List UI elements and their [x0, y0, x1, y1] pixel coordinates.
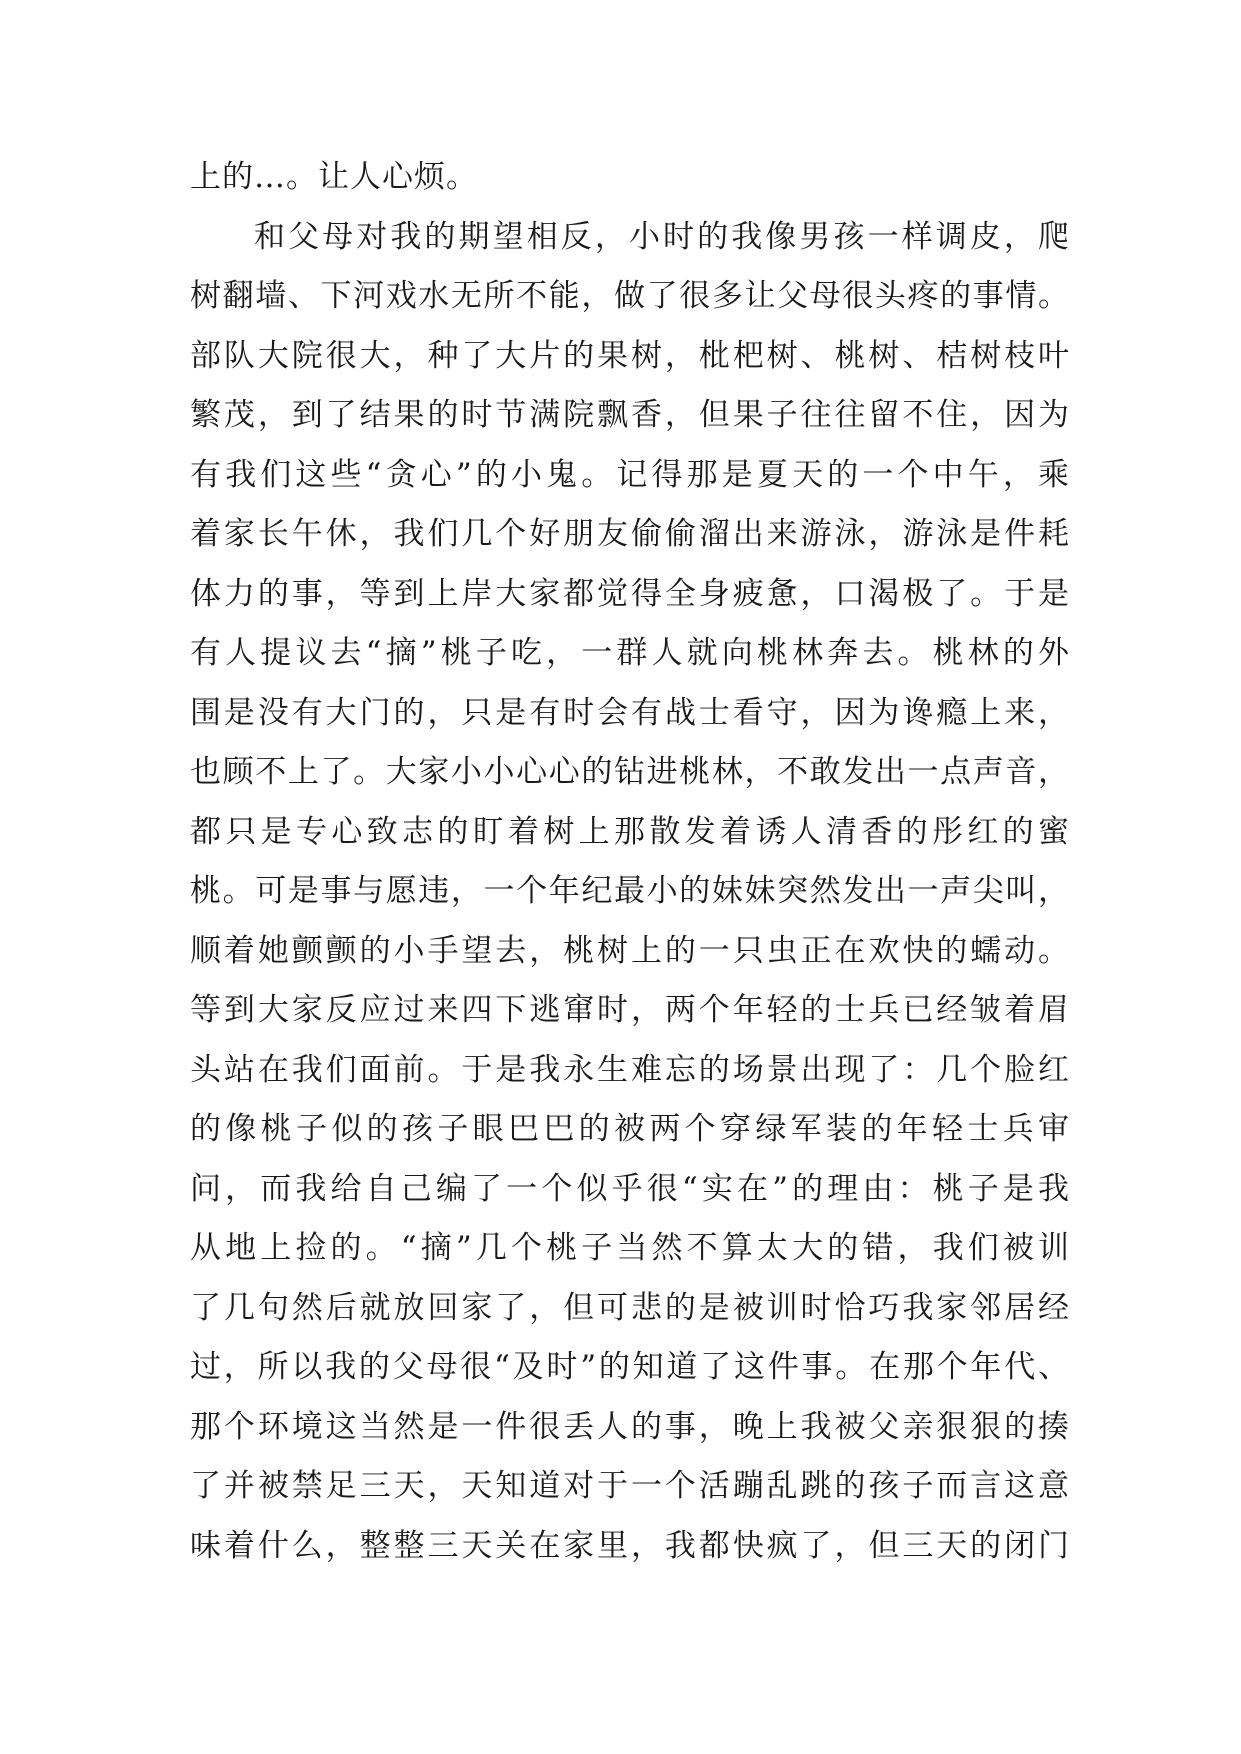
text-line: 也顾不上了。大家小小心心的钻进桃林，不敢发出一点声音， [190, 754, 1070, 790]
text-line: 部队大院很大，种了大片的果树，枇杷树、桃树、桔树枝叶 [190, 337, 1070, 374]
text-line: 等到大家反应过来四下逃窜时，两个年轻的士兵已经皱着眉 [190, 992, 1070, 1028]
text-line: 围是没有大门的，只是有时会有战士看守，因为谗瘾上来， [190, 694, 1070, 731]
text-line: 过，所以我的父母很“及时”的知道了这件事。在那个年代、 [190, 1349, 1070, 1385]
text-line: 上的…。让人心烦。 [190, 159, 478, 195]
text-line: 繁茂，到了结果的时节满院飘香，但果子往往留不住，因为 [190, 397, 1070, 433]
body-text [190, 157, 1070, 1585]
text-line: 从地上捡的。“摘”几个桃子当然不算太大的错，我们被训 [190, 1230, 1070, 1266]
text-line: 了并被禁足三天，天知道对于一个活蹦乱跳的孩子而言这意 [190, 1468, 1070, 1504]
text-line: 味着什么，整整三天关在家里，我都快疯了，但三天的闭门 [190, 1527, 1070, 1564]
paragraph-first-line: 和父母对我的期望相反，小时的我像男孩一样调皮，爬 [254, 218, 1070, 255]
text-line: 都只是专心致志的盯着树上那散发着诱人清香的彤红的蜜 [190, 813, 1070, 850]
text-line: 有人提议去“摘”桃子吃，一群人就向桃林奔去。桃林的外 [190, 635, 1070, 671]
text-line: 问，而我给自己编了一个似乎很“实在”的理由：桃子是我 [190, 1170, 1070, 1207]
text-line: 桃。可是事与愿违，一个年纪最小的妹妹突然发出一声尖叫， [190, 873, 1070, 909]
text-line: 有我们这些“贪心”的小鬼。记得那是夏天的一个中午，乘 [190, 456, 1070, 493]
text-line: 头站在我们面前。于是我永生难忘的场景出现了：几个脸红 [190, 1051, 1070, 1088]
text-line: 的像桃子似的孩子眼巴巴的被两个穿绿军装的年轻士兵审 [190, 1111, 1070, 1147]
text-line: 着家长午休，我们几个好朋友偷偷溜出来游泳，游泳是件耗 [190, 516, 1070, 552]
text-line: 顺着她颤颤的小手望去，桃树上的一只虫正在欢快的蠕动。 [190, 932, 1070, 969]
text-line: 那个环境这当然是一件很丢人的事，晚上我被父亲狠狠的揍 [190, 1408, 1070, 1445]
text-line: 体力的事，等到上岸大家都觉得全身疲惫，口渴极了。于是 [190, 575, 1070, 612]
text-line: 树翻墙、下河戏水无所不能，做了很多让父母很头疼的事情。 [190, 278, 1070, 314]
text-line: 了几句然后就放回家了，但可悲的是被训时恰巧我家邻居经 [190, 1289, 1070, 1326]
